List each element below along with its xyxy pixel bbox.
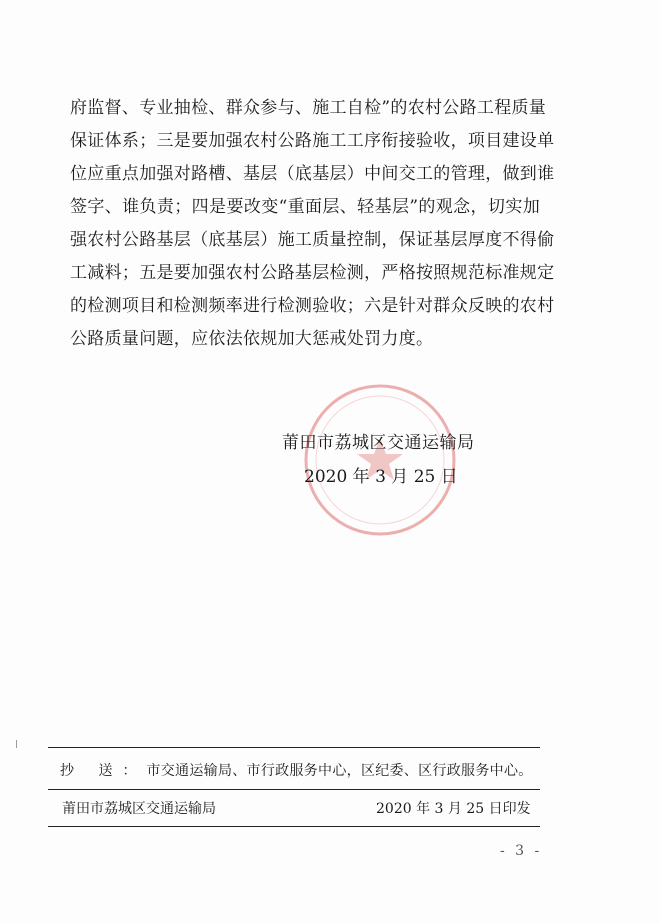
divider-line <box>48 826 540 827</box>
official-seal-stamp <box>300 380 460 540</box>
divider-line <box>48 789 540 790</box>
cc-line <box>60 760 533 780</box>
body-line: 签字、谁负责；四是要改变“重面层、轻基层”的观念，切实加 <box>70 197 540 217</box>
cc-recipients: 市交通运输局、市行政服务中心，区纪委、区行政服务中心。 <box>146 763 533 779</box>
cc-label: 抄 送： <box>60 763 147 779</box>
body-line: 工减料；五是要加强农村公路基层检测，严格按照规范标准规定 <box>70 263 555 283</box>
body-line: 位应重点加强对路槽、基层（底基层）中间交工的管理，做到谁 <box>70 164 555 184</box>
divider-line <box>48 747 540 748</box>
body-line: 强农村公路基层（底基层）施工质量控制，保证基层厚度不得偷 <box>70 230 555 250</box>
printer-name: 莆田市荔城区交通运输局 <box>62 801 216 817</box>
print-date: 2020 年 3 月 25 日印发 <box>376 801 531 817</box>
signature-date: 2020 年 3 月 25 日 <box>304 467 458 487</box>
page-number: - 3 - <box>500 843 543 859</box>
margin-mark <box>16 740 17 748</box>
body-line: 的检测项目和检测频率进行检测验收；六是针对群众反映的农村 <box>70 296 555 316</box>
body-line: 府监督、专业抽检、群众参与、施工自检”的农村公路工程质量 <box>70 98 547 118</box>
body-line: 保证体系；三是要加强农村公路施工工序衔接验收，项目建设单 <box>70 131 555 151</box>
body-line: 公路质量问题，应依法依规加大惩戒处罚力度。 <box>70 329 434 349</box>
body-text <box>70 92 555 356</box>
issuer-name: 莆田市荔城区交通运输局 <box>282 433 475 453</box>
